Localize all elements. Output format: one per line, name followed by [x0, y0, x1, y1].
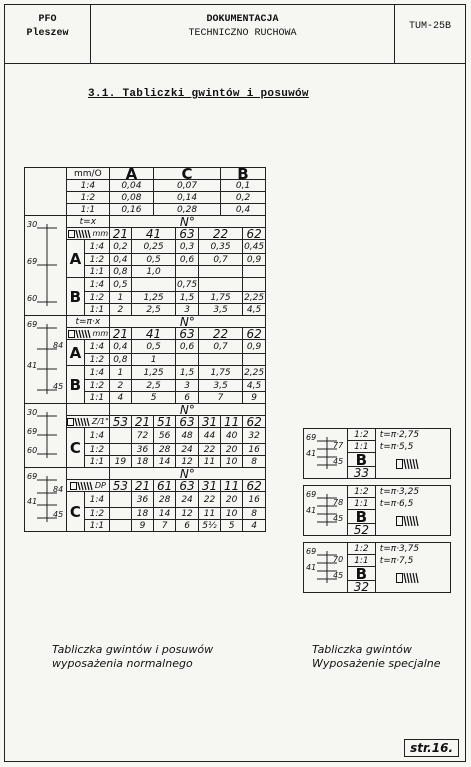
ratio-cell: 1:1 [84, 266, 109, 278]
value-cell: 8 [243, 508, 266, 520]
unit-label: mm/O [66, 168, 109, 180]
special-row [304, 429, 451, 441]
value-cell [198, 354, 242, 366]
value-cell: 1,5 [176, 292, 199, 304]
document-code: TUM-25B [408, 21, 451, 32]
gear-number: 22 [198, 228, 242, 240]
special-thread-table [303, 428, 451, 593]
value-cell: 0,35 [198, 240, 242, 254]
value-cell: 14 [154, 456, 176, 468]
unit-label: mm [92, 228, 109, 238]
value-cell: 12 [176, 508, 199, 520]
sketch-cell [25, 168, 67, 216]
gear-train-sketch [25, 404, 65, 464]
blank-cell [66, 404, 109, 416]
block-header-row [25, 468, 266, 480]
gear-number: 32 [347, 581, 375, 593]
gear-label: 69 [306, 433, 317, 442]
ratio-cell: 1:4 [84, 366, 109, 380]
unit-cell [66, 416, 109, 428]
formula-cell: t=π·3,75 [375, 543, 450, 555]
gear-number: 21 [131, 480, 153, 492]
gear-number: 22 [198, 328, 242, 340]
value-cell: 3 [176, 380, 199, 392]
value-cell: 0,5 [131, 254, 175, 266]
value-cell: 7 [154, 520, 176, 532]
value-cell: 10 [221, 508, 243, 520]
gear-label: 69 [27, 257, 38, 266]
gear-train-sketch [25, 468, 65, 528]
value-cell: 20 [221, 444, 243, 456]
value-cell: 24 [176, 492, 199, 508]
value-cell [176, 266, 199, 278]
value-cell: 0,7 [198, 254, 242, 266]
group-letter: B [347, 510, 375, 524]
gap-cell [304, 536, 451, 543]
gear-number: 62 [243, 416, 266, 428]
value-cell: 0,45 [244, 241, 265, 252]
value-cell: 28 [154, 492, 176, 508]
number-label: N° [109, 216, 265, 228]
gear-train-sketch [25, 316, 65, 400]
ratio-cell: 1:2 [84, 354, 109, 366]
special-row [304, 486, 451, 498]
gear-label: 69 [306, 490, 317, 499]
value-cell: 1,25 [131, 292, 175, 304]
sketch-wrap [25, 316, 66, 403]
value-cell: 16 [243, 492, 266, 508]
lead-screw-icon [396, 515, 430, 527]
value-cell: 8 [243, 456, 266, 468]
gear-number: 51 [154, 416, 176, 428]
section-title: 3.1. Tabliczki gwintów i posuwów [88, 88, 309, 100]
value-cell [109, 492, 131, 508]
gear-label: 69 [27, 320, 38, 329]
gear-label: 69 [306, 547, 317, 556]
gear-label: 60 [27, 294, 38, 303]
value-cell: 0,4 [109, 340, 131, 354]
value-cell: 0,25 [131, 240, 175, 254]
gear-number: 63 [176, 480, 199, 492]
gear-label: 69 [27, 427, 38, 436]
gear-number: 63 [176, 228, 199, 240]
value-cell: 3,5 [198, 380, 242, 392]
block-header-row [25, 316, 266, 328]
group-letter: A [109, 168, 153, 180]
thread-feed-table [24, 164, 266, 532]
gear-label: 45 [333, 514, 344, 523]
ratio-cell: 1:2 [66, 192, 109, 204]
screw-cell [375, 453, 450, 479]
value-cell: 1 [131, 354, 175, 366]
ratio-cell: 1:2 [84, 508, 109, 520]
gear-train-sketch [304, 486, 346, 532]
value-cell: 18 [131, 456, 153, 468]
value-cell: 6 [176, 520, 199, 532]
gear-number: 41 [131, 228, 175, 240]
value-cell: 4 [243, 520, 266, 532]
unit-cell [66, 328, 109, 340]
value-cell: 4 [109, 392, 131, 404]
sketch-cell [304, 486, 348, 536]
right-caption-line2: Wyposażenie specjalne [312, 657, 441, 670]
value-cell: 0,14 [154, 192, 221, 204]
value-cell [176, 354, 199, 366]
lead-screw-icon [68, 229, 92, 239]
group-letter: B [66, 366, 84, 404]
gear-label: 41 [27, 361, 38, 370]
value-cell: 1,25 [131, 366, 175, 380]
document-title: DOKUMENTACJA [206, 14, 279, 25]
formula-cell: t=π·x [66, 316, 109, 328]
unit-wrap [67, 329, 109, 339]
group-letter: A [66, 240, 84, 278]
lead-screw-icon [396, 572, 430, 584]
gear-number: 31 [198, 480, 220, 492]
screw-cell [375, 510, 450, 536]
sketch-wrap [25, 216, 66, 315]
document-subtitle: TECHNICZNO RUCHOWA [188, 28, 297, 39]
unit-cell [66, 228, 109, 240]
gear-number: 21 [109, 328, 131, 340]
gear-number: 63 [176, 328, 199, 340]
sketch-cell [25, 216, 67, 316]
ratio-cell: 1:4 [66, 180, 109, 192]
group-letter: B [347, 567, 375, 581]
ratio-cell: 1:4 [84, 492, 109, 508]
group-letter: B [347, 453, 375, 467]
value-cell: 40 [221, 428, 243, 444]
page-number: str.16. [404, 739, 459, 757]
value-cell: 44 [198, 428, 220, 444]
value-cell: 5 [221, 520, 243, 532]
ratio-cell: 1:1 [347, 498, 375, 510]
value-cell: 0,28 [154, 204, 221, 216]
organization-cell [5, 5, 91, 63]
organization-name: PFO [38, 14, 57, 25]
sketch-cell [25, 316, 67, 404]
value-cell: 2 [109, 304, 131, 316]
value-cell: 9 [131, 520, 153, 532]
special-gap-row [304, 479, 451, 486]
ratio-cell: 1:4 [84, 340, 109, 354]
value-cell: 1 [109, 366, 131, 380]
value-cell [109, 444, 131, 456]
group-letter: B [221, 168, 266, 180]
value-cell: 6 [176, 392, 199, 404]
gear-number: 62 [243, 328, 266, 340]
value-cell: 0,9 [243, 340, 266, 354]
value-cell: 12 [176, 456, 199, 468]
value-cell: 10 [221, 456, 243, 468]
gear-label: 41 [306, 449, 317, 458]
group-letter: C [66, 428, 84, 468]
value-cell: 0,2 [221, 192, 266, 204]
gear-label: 30 [27, 408, 38, 417]
value-cell: 20 [221, 492, 243, 508]
group-letter: A [66, 340, 84, 366]
ratio-cell: 1:1 [66, 204, 109, 216]
blank-cell [66, 468, 109, 480]
value-cell [243, 354, 266, 366]
value-cell [198, 266, 242, 278]
gear-number: 62 [243, 480, 266, 492]
value-cell: 0,5 [131, 340, 175, 354]
value-cell: 0,6 [176, 340, 199, 354]
value-cell: 0,1 [221, 180, 266, 192]
screw-cell [375, 567, 450, 593]
right-caption-line1: Tabliczka gwintów [312, 643, 412, 656]
gear-number: 31 [198, 416, 220, 428]
ratio-cell: 1:2 [347, 429, 375, 441]
gear-number: 61 [154, 480, 176, 492]
value-cell: 5 [131, 392, 175, 404]
number-label: N° [109, 468, 265, 480]
value-cell: 2,5 [131, 304, 175, 316]
number-label: N° [109, 316, 265, 328]
ratio-cell: 1:1 [347, 441, 375, 453]
value-cell: 19 [109, 456, 131, 468]
lead-screw-icon [396, 458, 430, 470]
value-cell [109, 520, 131, 532]
value-cell: 0,75 [177, 279, 198, 290]
gear-number: 53 [109, 480, 131, 492]
unit-wrap [67, 481, 109, 491]
value-cell: 5½ [198, 520, 220, 532]
ratio-cell: 1:1 [84, 456, 109, 468]
value-cell: 14 [154, 508, 176, 520]
ratio-cell: 1:4 [84, 240, 109, 254]
value-cell: 0,6 [176, 254, 199, 266]
value-cell: 0,9 [243, 254, 266, 266]
gear-number: 11 [221, 480, 243, 492]
value-cell: 22 [198, 444, 220, 456]
left-caption-line2: wyposażenia normalnego [52, 657, 193, 670]
organization-city: Pleszew [26, 28, 69, 39]
gear-label: 45 [53, 382, 64, 391]
sketch-cell [25, 404, 67, 468]
block-header-row [25, 216, 266, 228]
special-row [304, 543, 451, 555]
value-cell: 0,7 [198, 340, 242, 354]
ratio-cell: 1:2 [84, 380, 109, 392]
value-cell: 48 [176, 428, 199, 444]
ratio-cell: 1:1 [84, 304, 109, 316]
value-cell: 24 [176, 444, 199, 456]
group-letter: B [66, 278, 84, 316]
value-cell: 9 [243, 392, 266, 404]
ratio-cell: 1:2 [84, 292, 109, 304]
value-cell: 7 [198, 392, 242, 404]
sketch-cell [304, 429, 348, 479]
lead-screw-icon [68, 329, 92, 339]
value-cell: 3 [176, 304, 199, 316]
gear-number: 53 [109, 416, 131, 428]
gear-label: 77 [333, 441, 344, 450]
gear-number: 41 [131, 328, 175, 340]
value-cell: 0,04 [109, 180, 153, 192]
feed-header-row [25, 168, 266, 180]
value-cell: 0,4 [109, 254, 131, 266]
value-cell: 0,08 [109, 192, 153, 204]
value-cell: 22 [198, 492, 220, 508]
value-cell: 0,07 [154, 180, 221, 192]
gear-label: 69 [27, 472, 38, 481]
ratio-cell: 1:1 [347, 555, 375, 567]
ratio-cell: 1:4 [84, 428, 109, 444]
left-caption [52, 643, 213, 671]
gear-label: 78 [333, 498, 344, 507]
title-block [5, 5, 465, 64]
value-cell: 16 [243, 444, 266, 456]
unit-wrap [67, 417, 109, 427]
value-cell [243, 278, 266, 292]
value-cell: 32 [243, 428, 266, 444]
gear-label: 45 [333, 457, 344, 466]
gear-label: 41 [27, 497, 38, 506]
value-cell: 28 [154, 444, 176, 456]
gear-label: 45 [333, 571, 344, 580]
unit-wrap [67, 229, 109, 239]
gear-label: 70 [333, 555, 344, 564]
gear-train-sketch [304, 543, 346, 589]
ratio-cell: 1:2 [347, 486, 375, 498]
gear-label: 84 [53, 341, 64, 350]
gear-label: 30 [27, 220, 38, 229]
formula-cell: t=π·5,5 [375, 441, 450, 453]
value-cell: 11 [198, 508, 220, 520]
document-title-cell [91, 5, 395, 63]
gear-label: 41 [306, 506, 317, 515]
left-caption-line1: Tabliczka gwintów i posuwów [52, 643, 214, 656]
value-cell: 56 [154, 428, 176, 444]
sketch-cell [304, 543, 348, 593]
value-cell: 11 [198, 456, 220, 468]
value-cell [243, 266, 266, 278]
gear-number: 62 [243, 228, 266, 240]
value-cell: 36 [131, 492, 153, 508]
gear-number: 21 [131, 416, 153, 428]
value-cell: 2,25 [244, 292, 265, 303]
gear-number: 52 [347, 524, 375, 536]
formula-cell: t=π·3,25 [375, 486, 450, 498]
value-cell [131, 278, 175, 292]
sketch-cell [25, 468, 67, 532]
formula-cell: t=x [66, 216, 109, 228]
ratio-cell: 1:2 [84, 254, 109, 266]
gear-label: 84 [53, 485, 64, 494]
value-cell: 1,75 [198, 366, 242, 380]
value-cell: 2,5 [131, 380, 175, 392]
ratio-cell: 1:2 [347, 543, 375, 555]
value-cell: 0,5 [109, 278, 131, 292]
value-cell: 1,75 [198, 292, 242, 304]
value-cell: 18 [131, 508, 153, 520]
value-cell: 72 [131, 428, 153, 444]
value-cell: 0,8 [109, 266, 131, 278]
gear-label: 41 [306, 563, 317, 572]
value-cell: 4,5 [243, 304, 266, 316]
value-cell: 2 [109, 380, 131, 392]
gap-cell [304, 479, 451, 486]
ratio-cell: 1:2 [84, 444, 109, 456]
special-gap-row [304, 536, 451, 543]
gear-label: 45 [53, 510, 64, 519]
gear-number: 21 [109, 228, 131, 240]
value-cell: 2,25 [244, 367, 265, 378]
group-letter: C [66, 492, 84, 532]
unit-label: DP [94, 480, 106, 490]
formula-cell: t=π·6,5 [375, 498, 450, 510]
value-cell: 0,16 [109, 204, 153, 216]
ratio-cell: 1:1 [84, 392, 109, 404]
gear-train-sketch [304, 429, 346, 475]
value-cell: 1 [109, 292, 131, 304]
value-cell [109, 508, 131, 520]
gear-train-sketch [25, 216, 65, 312]
value-cell: 1,5 [176, 366, 199, 380]
lead-screw-icon [67, 417, 91, 427]
value-cell: 3,5 [198, 304, 242, 316]
value-cell [198, 278, 242, 292]
gear-number: 33 [347, 467, 375, 479]
lead-screw-icon [70, 481, 94, 491]
value-cell [109, 428, 131, 444]
formula-cell: t=π·2,75 [375, 429, 450, 441]
unit-label: mm [92, 328, 109, 338]
number-label: N° [109, 404, 265, 416]
value-cell: 0,2 [109, 240, 131, 254]
gear-number: 63 [176, 416, 199, 428]
unit-cell [66, 480, 109, 492]
value-cell: 36 [131, 444, 153, 456]
group-letter: C [154, 168, 221, 180]
value-cell: 0,4 [221, 204, 266, 216]
value-cell: 0,3 [176, 240, 199, 254]
right-caption [312, 643, 441, 671]
ratio-cell: 1:1 [84, 520, 109, 532]
ratio-cell: 1:4 [84, 278, 109, 292]
gear-number: 11 [221, 416, 243, 428]
value-cell: 1,0 [131, 266, 175, 278]
unit-label: Z/1" [91, 416, 109, 426]
value-cell: 4,5 [243, 380, 266, 392]
value-cell: 0,8 [109, 354, 131, 366]
formula-cell: t=π·7,5 [375, 555, 450, 567]
gear-label: 60 [27, 446, 38, 455]
block-header-row [25, 404, 266, 416]
